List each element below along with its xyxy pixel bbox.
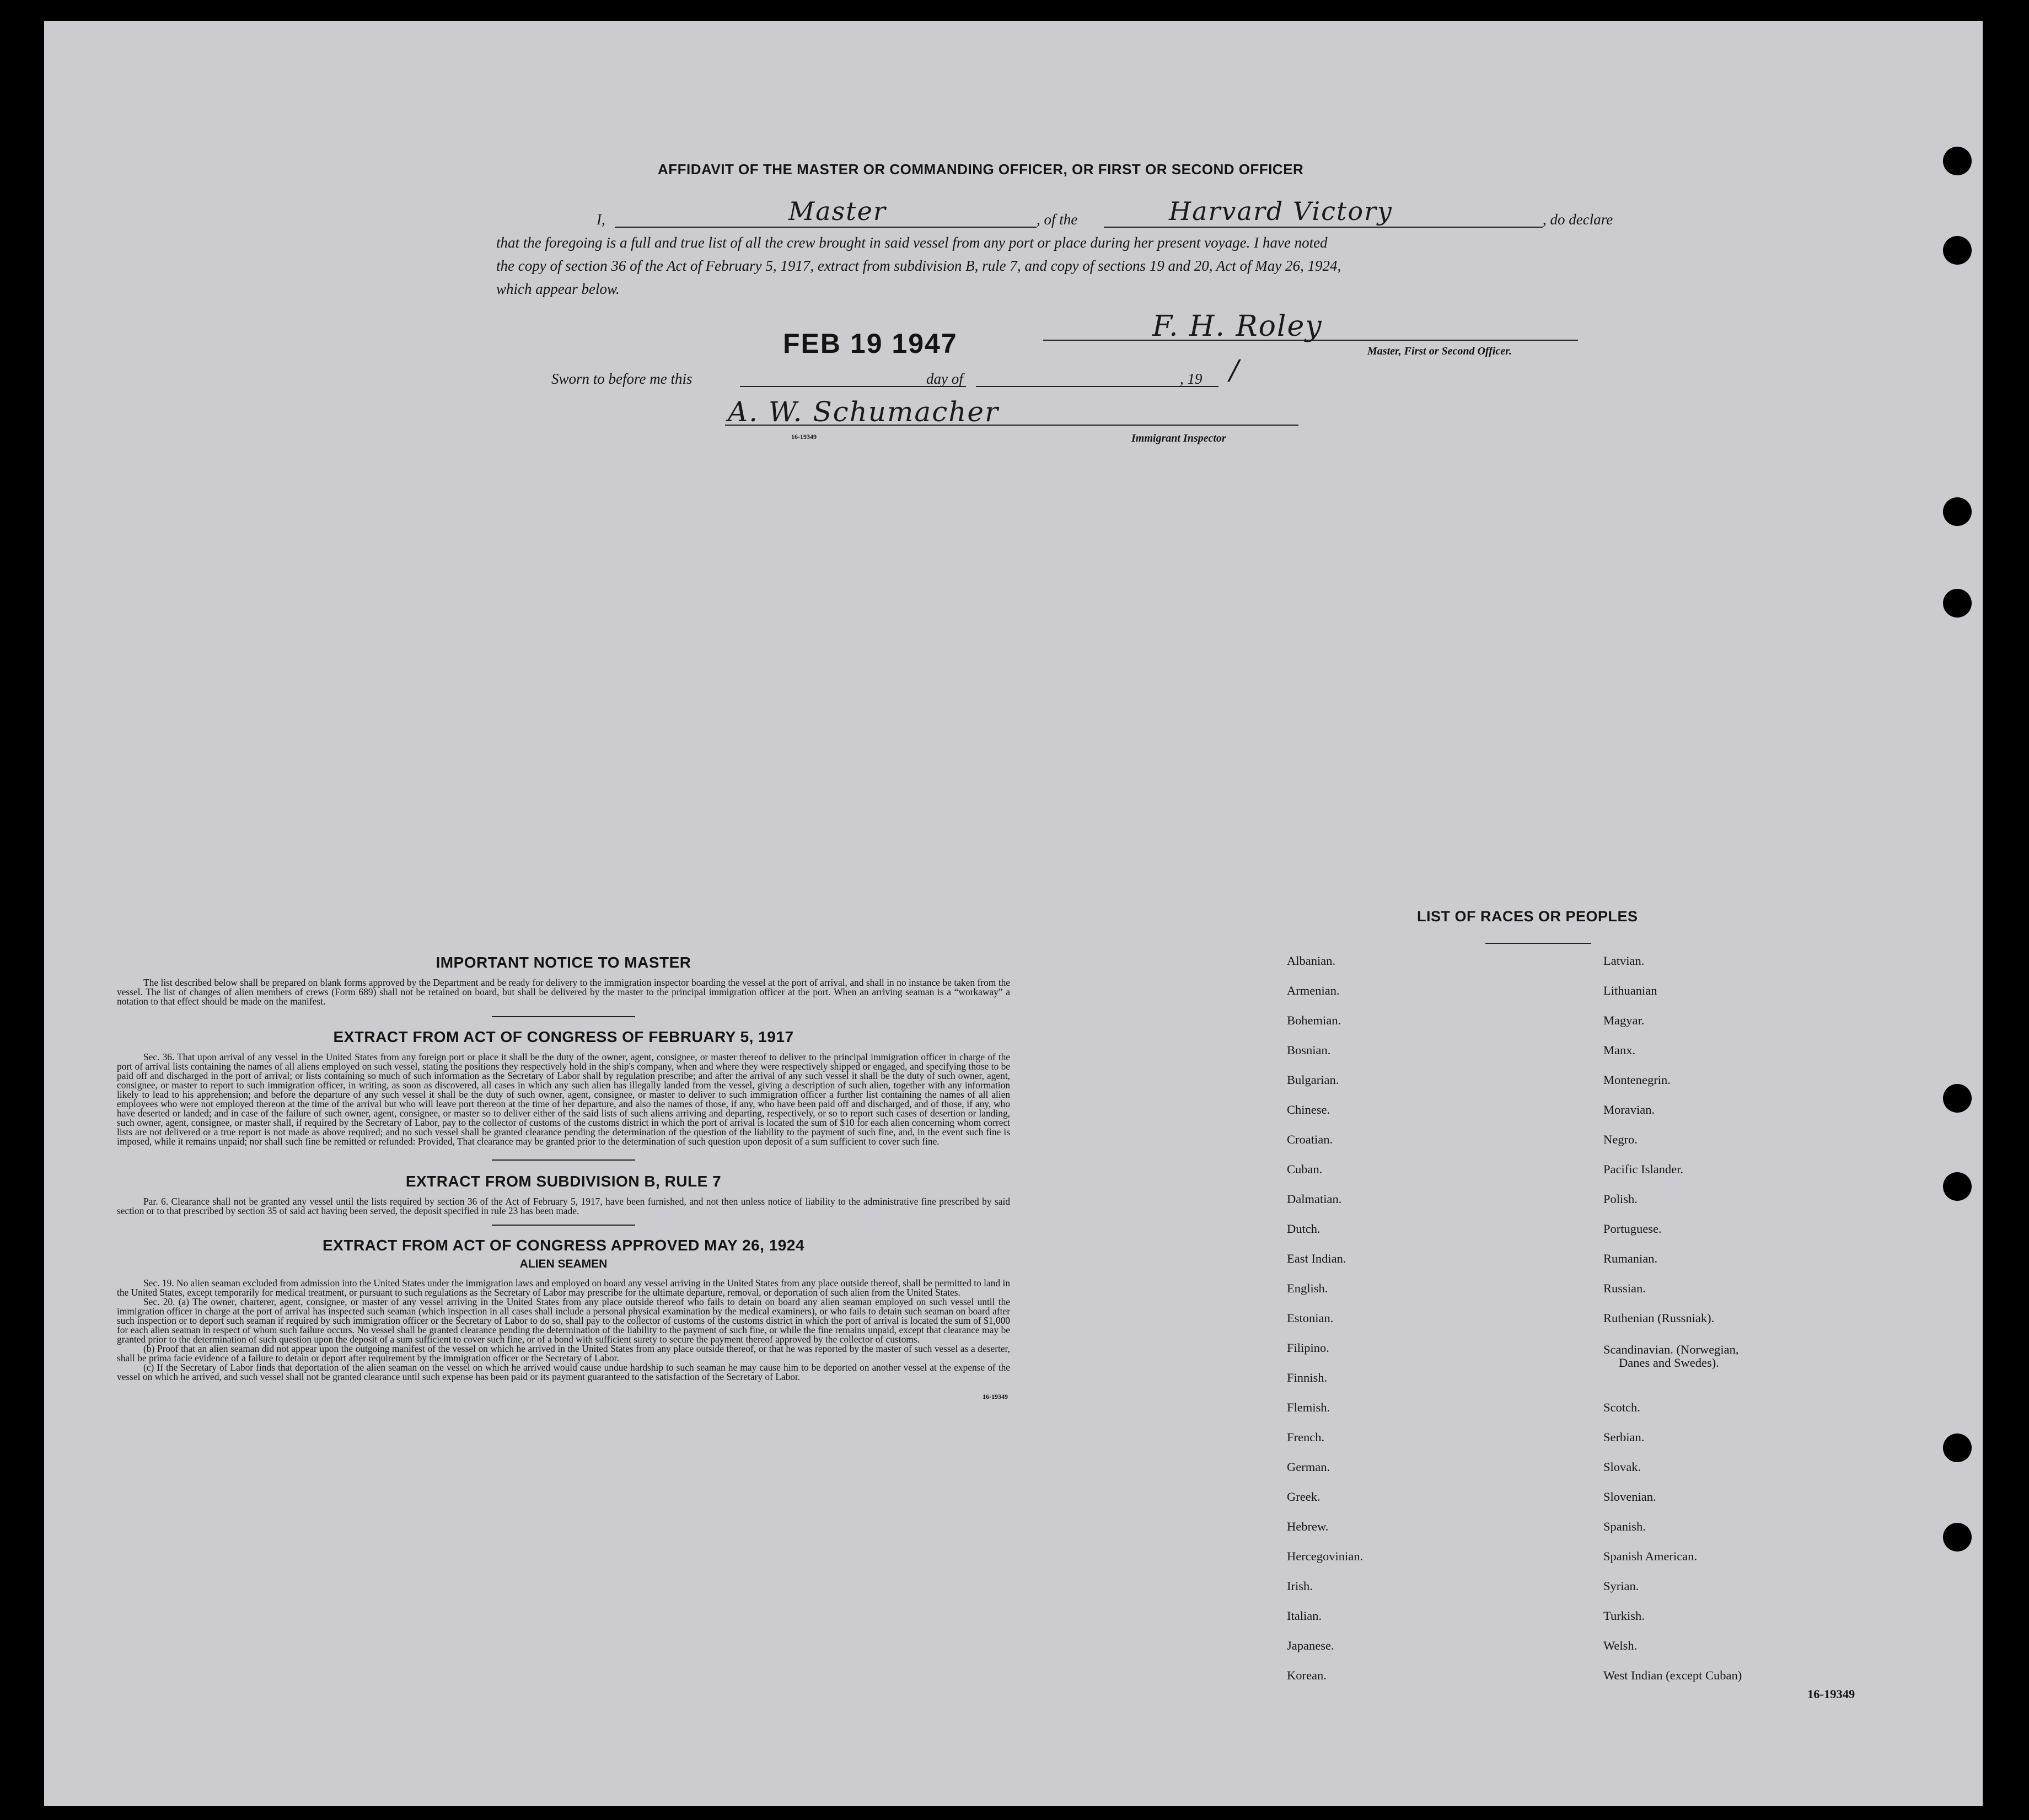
master-name-handwritten: Master xyxy=(788,196,887,226)
race-item: Scotch. xyxy=(1603,1400,1640,1414)
race-item: Estonian. xyxy=(1287,1311,1334,1325)
i-label: I, xyxy=(597,211,605,228)
race-item: Slovak. xyxy=(1603,1460,1641,1474)
race-item: Hercegovinian. xyxy=(1287,1549,1364,1563)
date-stamp: FEB 19 1947 xyxy=(783,328,958,359)
race-item: Negro. xyxy=(1603,1132,1638,1146)
race-item: Irish. xyxy=(1287,1579,1313,1593)
race-item: Portuguese. xyxy=(1603,1222,1662,1236)
inspector-signature: A. W. Schumacher xyxy=(728,396,999,428)
rule7-heading: EXTRACT FROM SUBDIVISION B, RULE 7 xyxy=(405,1173,722,1190)
race-item: Japanese. xyxy=(1287,1639,1334,1652)
punch-hole xyxy=(1943,1434,1972,1462)
signer-title: Master, First or Second Officer. xyxy=(1367,345,1512,357)
races-right-column xyxy=(1603,954,1912,1726)
regulations-column xyxy=(117,954,1010,1401)
race-item: Montenegrin. xyxy=(1603,1073,1671,1087)
race-item: Chinese. xyxy=(1287,1103,1330,1116)
race-item: Slovenian. xyxy=(1603,1490,1656,1504)
race-item: Manx. xyxy=(1603,1043,1636,1057)
sec19-text: Sec. 19. No alien seaman excluded from admission into the United States under the immigration laws and employed on board any vessel arriving in the United States from any place outside thereof, shall be permitted to land in the United States, except temporarily for medical treatment, or pursuant to such regulations as the Secretary of Labor may prescribe for the ultimate departure, removal, or deportation of such alien from the United States. xyxy=(117,1277,1010,1298)
race-item: French. xyxy=(1287,1430,1325,1444)
race-item: Hebrew. xyxy=(1287,1520,1329,1533)
race-item: Spanish. xyxy=(1603,1520,1646,1533)
race-item: Pacific Islander. xyxy=(1603,1162,1683,1176)
punch-hole xyxy=(1943,147,1972,175)
race-item: Moravian. xyxy=(1603,1103,1655,1116)
rule7-text: Par. 6. Clearance shall not be granted any vessel until the lists required by section 36 of the Act of February 5, 1917, have been furnished, and not then unless notice of liability to the administrative fine prescribed by said section or to that prescribed by section 35 of said act having been served, the deposit specified in rule 23 has been made. xyxy=(117,1196,1010,1216)
race-item: Cuban. xyxy=(1287,1162,1323,1176)
race-item: Spanish American. xyxy=(1603,1549,1697,1563)
vessel-name-handwritten: Harvard Victory xyxy=(1169,196,1393,226)
race-item: Serbian. xyxy=(1603,1430,1645,1444)
race-item: Turkish. xyxy=(1603,1609,1645,1623)
punch-hole xyxy=(1943,236,1972,265)
extract-1924-text xyxy=(117,1279,1010,1382)
extract-form-number: 16-19349 xyxy=(983,1393,1008,1400)
race-item: Greek. xyxy=(1287,1490,1321,1504)
sec20b-text: (b) Proof that an alien seaman did not appear upon the outgoing manifest of the vessel on which he arrived in the United States from any place outside thereof, or that he was reported by the master of such vessel as a deserter, shall be prima facie evidence of a failure to detain or deport after requirement by the immigration officer or the Secretary of Labor. xyxy=(117,1343,1010,1363)
affidavit-body-line: the copy of section 36 of the Act of February 5, 1917, extract from subdivision B, rule 7, and copy of sections 19 and 20, Act of May 26, 1924, xyxy=(496,257,1341,274)
race-item: Welsh. xyxy=(1603,1639,1638,1652)
affidavit-form-number: 16-19349 xyxy=(791,433,817,441)
race-item: Ruthenian (Russniak). xyxy=(1603,1311,1715,1325)
race-item: Filipino. xyxy=(1287,1341,1329,1355)
day-of-label: day of xyxy=(926,371,963,387)
race-item: Latvian. xyxy=(1603,954,1645,968)
race-item: Croatian. xyxy=(1287,1132,1333,1146)
affidavit-heading: AFFIDAVIT OF THE MASTER OR COMMANDING OFFICER, OR FIRST OR SECOND OFFICER xyxy=(658,161,1304,178)
races-heading: LIST OF RACES OR PEOPLES xyxy=(1417,908,1638,925)
sec20c-text: (c) If the Secretary of Labor finds that deportation of the alien seaman on the vessel on which he arrived would cause undue hardship to such seaman he may cause him to be deported on another vessel at the expense of the vessel on which he arrived, and such vessel shall not be granted clearance until such expense has been paid or its payment guaranteed to the satisfaction of the Secretary of Labor. xyxy=(117,1362,1010,1382)
race-item: Italian. xyxy=(1287,1609,1322,1623)
race-item: Albanian. xyxy=(1287,954,1336,968)
inspector-title: Immigrant Inspector xyxy=(1131,432,1226,444)
race-item: Bohemian. xyxy=(1287,1013,1341,1027)
extract-1917-text: Sec. 36. That upon arrival of any vessel in the United States from any foreign port or place it shall be the duty of the owner, agent, consignee, or master thereof to deliver to the principal immigration officer in charge of the port of arrival lists containing the names of all aliens employed on such vessel, stating the positions they respectively hold in the ship's company, when and where they were respectively shipped or engaged, and specifying those to be paid off and discharged in the port of arrival; or lists containing so much of such information as the Secretary of Labor shall by regulation prescribe; and after the arrival of any such vessel it shall be the duty of such owner, agent, consignee, or master to report to such immigration officer, in writing, as soon as discovered, all cases in which any such alien has illegally landed from the vessel, giving a description of such alien, together with any information likely to lead to his apprehension; and before the departure of any such vessel it shall be the duty of such owner, agent, consignee, or master to deliver to such immigration officer a further list containing the names of all alien employees who were not employed thereon at the time of the arrival but who will leave port thereon at the time of her departure, and also the names of those, if any, who have been paid off and discharged, and of those, if any, who have deserted or landed; and in case of the failure of such owner, agent, consignee, or master so to deliver either of the said lists of such aliens arriving and departing, respectively, or so to report such cases of desertion or landing, such owner, agent, consignee, or master shall, if required by the Secretary of Labor, pay to the collector of customs of the customs district in which the port of arrival is located the sum of $10 for each alien concerning whom correct lists are not delivered or a true report is not made as above required; and no such vessel shall be granted clearance pending the determination of the question of the liability to the payment of such fine, and, in the event such fine is imposed, while it remains unpaid; nor shall such fine be remitted or refunded: Provided, That clearance may be granted prior to the determination of such question upon deposit of a sum sufficient to cover such fine. xyxy=(117,1051,1010,1147)
race-item: Syrian. xyxy=(1603,1579,1639,1593)
race-item: Scandinavian. (Norwegian, xyxy=(1603,1343,1739,1356)
sec20a-text: Sec. 20. (a) The owner, charterer, agent, consignee, or master of any vessel arriving in the United States from any place outside thereof who fails to detain on board any alien seaman employed on such vessel until the immigration officer in charge at the port of arrival has inspected such seaman (which inspection in all cases shall include a personal physical examination by the medical examiners), or who fails to detain such seaman on board after such inspection or to deport such seaman if required by such immigration officer or the Secretary of Labor to do so, shall pay to the collector of customs of the customs district in which the port of arrival is located the sum of $1,000 for each alien seaman in respect of whom such failure occurs. No vessel shall be granted clearance pending the determination of the liability to the payment of such fine, or while the fine remains unpaid, except that clearance may be granted prior to the determination of such question upon the deposit of a sum sufficient to cover such fine, or of a bond with sufficient surety to secure the payment thereof approved by the collector of customs. xyxy=(117,1296,1010,1345)
punch-hole xyxy=(1943,497,1972,526)
year-mark-handwritten: / xyxy=(1230,354,1240,386)
race-item: Russian. xyxy=(1603,1281,1646,1295)
race-item: Finnish. xyxy=(1287,1371,1328,1384)
races-form-number: 16-19349 xyxy=(1807,1687,1855,1701)
of-the-label: , of the xyxy=(1037,211,1078,228)
race-item: English. xyxy=(1287,1281,1328,1295)
master-signature: F. H. Roley xyxy=(1152,310,1323,343)
sworn-label: Sworn to before me this xyxy=(551,371,693,387)
race-item: Bosnian. xyxy=(1287,1043,1331,1057)
race-item: East Indian. xyxy=(1287,1252,1346,1265)
race-item: West Indian (except Cuban) xyxy=(1603,1668,1742,1682)
race-item: Magyar. xyxy=(1603,1013,1645,1027)
extract-1917-heading: EXTRACT FROM ACT OF CONGRESS OF FEBRUARY 5, 1917 xyxy=(333,1028,794,1045)
race-item: German. xyxy=(1287,1460,1330,1474)
punch-hole xyxy=(1943,1084,1972,1113)
race-item: Rumanian. xyxy=(1603,1252,1658,1265)
race-item: Korean. xyxy=(1287,1668,1327,1682)
year-label: , 19 xyxy=(1180,371,1203,387)
races-left-column xyxy=(1287,954,1563,1726)
race-item: Bulgarian. xyxy=(1287,1073,1339,1087)
race-item: Danes and Swedes). xyxy=(1619,1356,1719,1370)
affidavit-body-line: that the foregoing is a full and true list of all the crew brought in said vessel from any port or place during her present voyage. I have noted xyxy=(496,234,1328,251)
punch-hole xyxy=(1943,1172,1972,1201)
notice-text: The list described below shall be prepared on blank forms approved by the Department and be ready for delivery to the immigration inspector boarding the vessel at the port of arrival, and shall in no instance be taken from the vessel. The list of changes of alien members of crews (Form 689) shall not be retained on board, but shall be delivered by the master to the principal immigration officer at the port. When an arriving seaman is a “workaway” a notation to that effect should be made on the manifest. xyxy=(117,977,1010,1007)
race-item: Lithuanian xyxy=(1603,984,1657,997)
extract-1924-heading: EXTRACT FROM ACT OF CONGRESS APPROVED MAY 26, 1924 xyxy=(323,1237,804,1254)
alien-seamen-subheading: ALIEN SEAMEN xyxy=(519,1258,608,1270)
race-item: Armenian. xyxy=(1287,984,1340,997)
affidavit-body-line: which appear below. xyxy=(496,281,620,297)
race-item: Dalmatian. xyxy=(1287,1192,1342,1206)
notice-heading: IMPORTANT NOTICE TO MASTER xyxy=(436,954,691,971)
do-declare-label: , do declare xyxy=(1543,211,1613,228)
punch-hole xyxy=(1943,589,1972,618)
race-item: Flemish. xyxy=(1287,1400,1330,1414)
race-item: Dutch. xyxy=(1287,1222,1321,1236)
punch-hole xyxy=(1943,1523,1972,1551)
document-page xyxy=(44,21,1983,1806)
race-item: Polish. xyxy=(1603,1192,1638,1206)
